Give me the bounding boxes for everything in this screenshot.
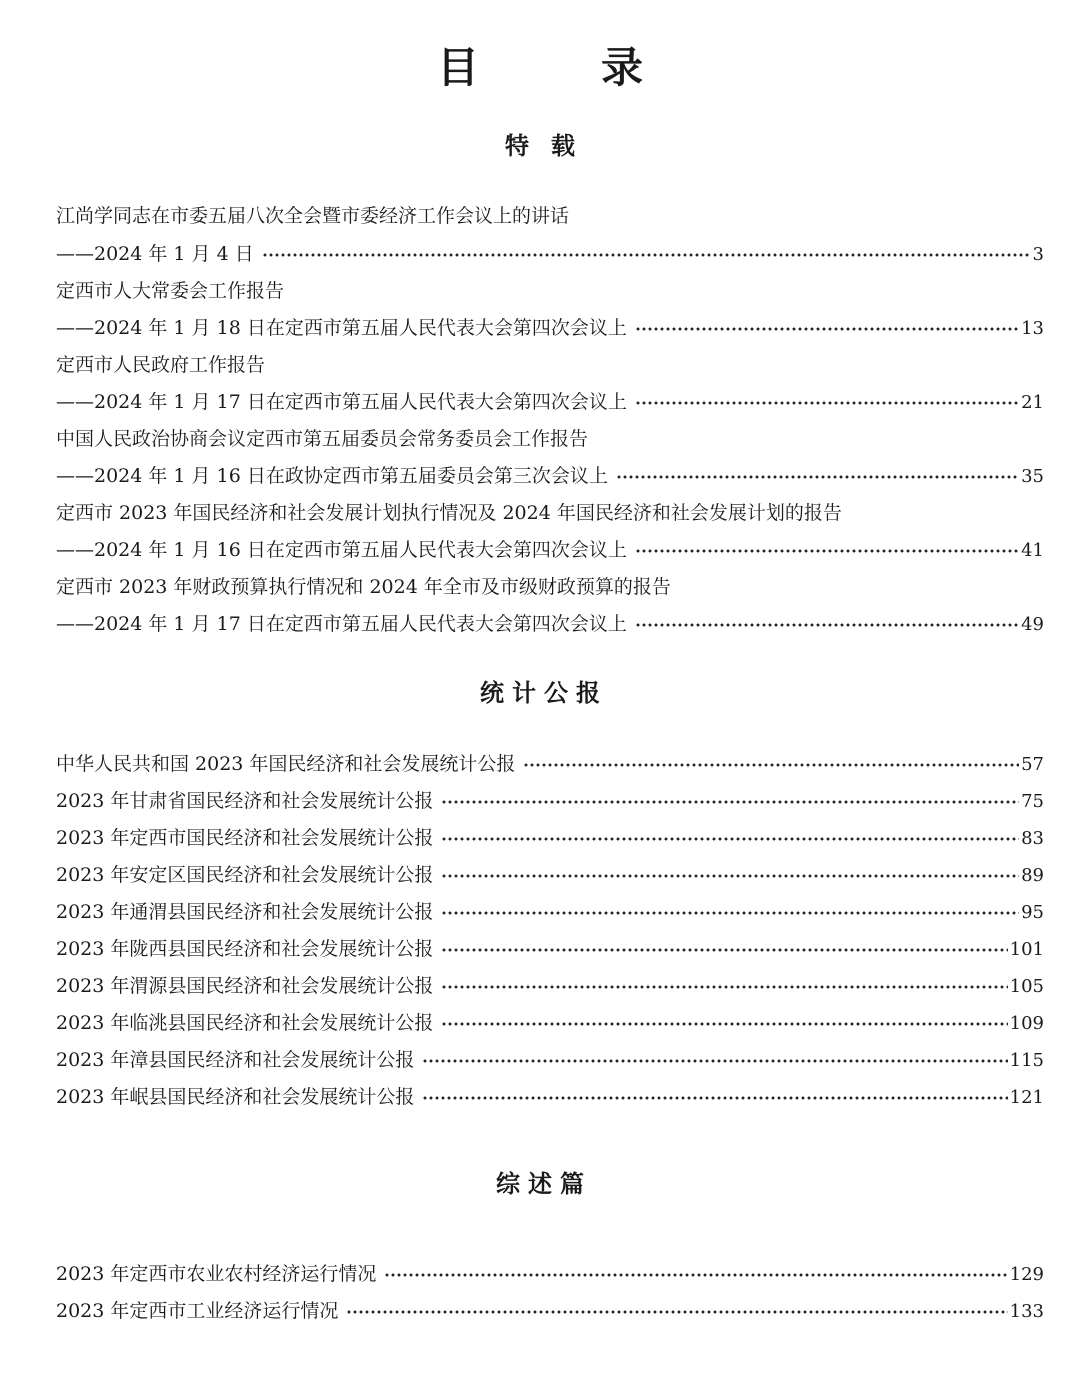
toc-entry-subtitle-row[interactable]: [56, 238, 1044, 270]
toc-entry-subtitle: ——2024 年 1 月 4 日: [56, 243, 254, 265]
toc-entry-row[interactable]: [56, 785, 1044, 817]
dot-leader: [441, 947, 1007, 953]
toc-entry-row[interactable]: [56, 1258, 1044, 1290]
toc-entry-title: 2023 年甘肃省国民经济和社会发展统计公报: [56, 790, 434, 812]
dot-leader: [384, 1272, 1007, 1278]
toc-entry-title: 2023 年定西市农业农村经济运行情况: [56, 1263, 377, 1285]
section-title-tezai: 特载: [505, 131, 597, 160]
dot-leader: [635, 548, 1019, 554]
toc-entry-title: 2023 年漳县国民经济和社会发展统计公报: [56, 1049, 415, 1071]
toc-entry-title[interactable]: 定西市人大常委会工作报告: [56, 280, 285, 302]
page-number: 49: [1021, 614, 1044, 635]
toc-entry-subtitle-row[interactable]: [56, 608, 1044, 640]
page-number: 13: [1021, 318, 1044, 339]
toc-entry-title: 2023 年定西市工业经济运行情况: [56, 1300, 339, 1322]
toc-entry-row[interactable]: [56, 748, 1044, 780]
page-number: 57: [1021, 754, 1044, 775]
dot-leader: [635, 622, 1019, 628]
section-title-zongshu: 综述篇: [496, 1169, 592, 1198]
toc-entry-subtitle: ——2024 年 1 月 18 日在定西市第五届人民代表大会第四次会议上: [56, 317, 627, 339]
toc-entry-subtitle: ——2024 年 1 月 17 日在定西市第五届人民代表大会第四次会议上: [56, 391, 627, 413]
dot-leader: [262, 252, 1031, 258]
page-number: 109: [1009, 1013, 1044, 1034]
toc-entry-row[interactable]: [56, 1044, 1044, 1076]
toc-entry-row[interactable]: [56, 1007, 1044, 1039]
page-number: 95: [1021, 902, 1044, 923]
toc-entry-subtitle-row[interactable]: [56, 312, 1044, 344]
dot-leader: [523, 762, 1019, 768]
dot-leader: [635, 326, 1019, 332]
toc-entry-subtitle-row[interactable]: [56, 534, 1044, 566]
page-number: 89: [1021, 865, 1044, 886]
page-number: 41: [1021, 540, 1044, 561]
page-number: 75: [1021, 791, 1044, 812]
dot-leader: [441, 910, 1019, 916]
page-number: 105: [1009, 976, 1044, 997]
toc-entry-row[interactable]: [56, 1295, 1044, 1327]
dot-leader: [616, 474, 1019, 480]
page-title: 目 录: [436, 43, 683, 92]
toc-entry-title[interactable]: 定西市人民政府工作报告: [56, 354, 266, 376]
toc-entry-title: 中华人民共和国 2023 年国民经济和社会发展统计公报: [56, 753, 516, 775]
toc-entry-title: 2023 年通渭县国民经济和社会发展统计公报: [56, 901, 434, 923]
section-title-tongji: 统计公报: [480, 678, 608, 707]
page-number: 133: [1009, 1301, 1044, 1322]
dot-leader: [441, 836, 1019, 842]
toc-entry-title[interactable]: 定西市 2023 年国民经济和社会发展计划执行情况及 2024 年国民经济和社会发展计划的报告: [56, 502, 842, 524]
toc-entry-title[interactable]: 定西市 2023 年财政预算执行情况和 2024 年全市及市级财政预算的报告: [56, 576, 671, 598]
toc-entry-title: 2023 年定西市国民经济和社会发展统计公报: [56, 827, 434, 849]
toc-entry-row[interactable]: [56, 970, 1044, 1002]
toc-entry-row[interactable]: [56, 1081, 1044, 1113]
toc-entry-title: 2023 年渭源县国民经济和社会发展统计公报: [56, 975, 434, 997]
toc-entry-row[interactable]: [56, 859, 1044, 891]
dot-leader: [635, 400, 1019, 406]
toc-entry-title: 2023 年安定区国民经济和社会发展统计公报: [56, 864, 434, 886]
toc-entry-row[interactable]: [56, 822, 1044, 854]
page-number: 129: [1009, 1264, 1044, 1285]
dot-leader: [422, 1058, 1007, 1064]
dot-leader: [441, 984, 1007, 990]
page-number: 3: [1032, 244, 1044, 265]
dot-leader: [422, 1095, 1007, 1101]
toc-entry-subtitle: ——2024 年 1 月 16 日在政协定西市第五届委员会第三次会议上: [56, 465, 608, 487]
dot-leader: [441, 873, 1019, 879]
toc-entry-subtitle-row[interactable]: [56, 386, 1044, 418]
dot-leader: [441, 799, 1019, 805]
toc-entry-subtitle: ——2024 年 1 月 16 日在定西市第五届人民代表大会第四次会议上: [56, 539, 627, 561]
page-number: 101: [1009, 939, 1044, 960]
toc-entry-row[interactable]: [56, 933, 1044, 965]
toc-entry-subtitle-row[interactable]: [56, 460, 1044, 492]
page-number: 121: [1009, 1087, 1044, 1108]
page-number: 21: [1021, 392, 1044, 413]
page-number: 115: [1009, 1050, 1044, 1071]
toc-entry-title[interactable]: 江尚学同志在市委五届八次全会暨市委经济工作会议上的讲话: [56, 205, 570, 227]
dot-leader: [346, 1309, 1007, 1315]
toc-entry-subtitle: ——2024 年 1 月 17 日在定西市第五届人民代表大会第四次会议上: [56, 613, 627, 635]
toc-entry-title: 2023 年岷县国民经济和社会发展统计公报: [56, 1086, 415, 1108]
page-number: 83: [1021, 828, 1044, 849]
toc-entry-title: 2023 年临洮县国民经济和社会发展统计公报: [56, 1012, 434, 1034]
toc-entry-title: 2023 年陇西县国民经济和社会发展统计公报: [56, 938, 434, 960]
page-number: 35: [1021, 466, 1044, 487]
dot-leader: [441, 1021, 1007, 1027]
toc-entry-title[interactable]: 中国人民政治协商会议定西市第五届委员会常务委员会工作报告: [56, 428, 589, 450]
toc-entry-row[interactable]: [56, 896, 1044, 928]
